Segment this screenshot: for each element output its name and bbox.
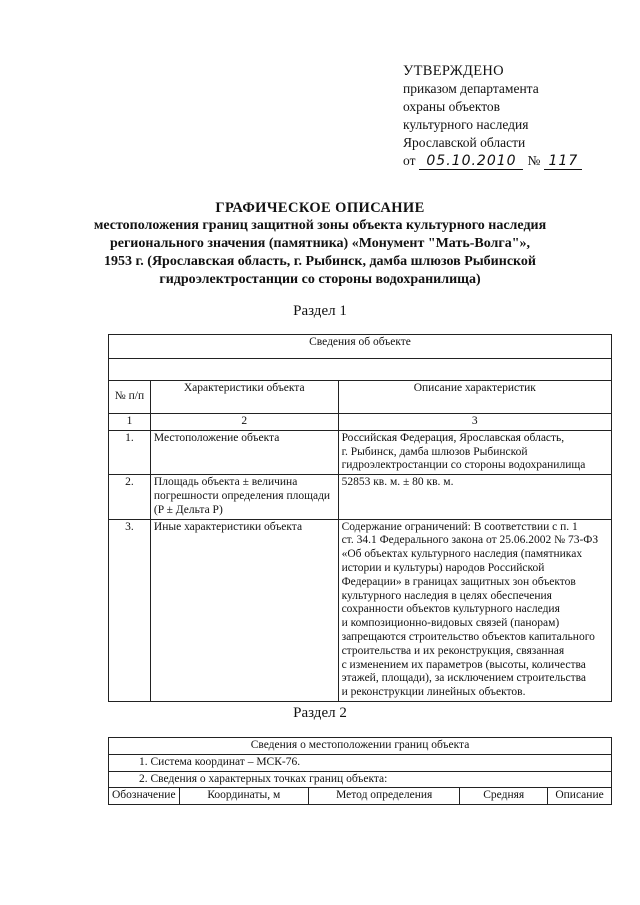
row-description (338, 430, 611, 474)
row-characteristic: Местоположение объекта (150, 430, 338, 474)
approval-date-row (403, 152, 623, 170)
column-header: Средняя (460, 788, 548, 805)
row-description (338, 475, 611, 519)
title-line: гидроэлектростанции со стороны водохранилища) (159, 272, 481, 287)
row-number: 1. (109, 430, 151, 474)
desc-line: истории и культуры) народов Российской (341, 561, 545, 574)
column-index: 2 (150, 414, 338, 431)
empty-row (109, 359, 612, 381)
desc-line: ст. 34.1 Федерального закона от 25.06.2002 № 73-ФЗ (341, 534, 599, 547)
desc-line: и реконструкции линейных объектов. (341, 686, 526, 699)
boundary-info-table (108, 737, 612, 805)
handwritten-date: 05.10.2010 (419, 153, 523, 170)
column-header-characteristic: Характеристики объекта (150, 381, 338, 414)
desc-line: «Об объектах культурного наследия (памятниках (341, 548, 583, 561)
table-row (109, 430, 612, 474)
section-2-label: Раздел 2 (293, 705, 347, 721)
number-label: № (527, 153, 541, 168)
desc-line: этажей, площади), за исключением строительства (341, 672, 587, 685)
column-index: 1 (109, 414, 151, 431)
table-row (109, 475, 612, 519)
document-title (90, 199, 550, 289)
row-number: 3. (109, 519, 151, 701)
row-description (338, 519, 611, 701)
desc-line: г. Рыбинск, дамба шлюзов Рыбинской (341, 445, 528, 458)
table-caption: Сведения о местоположении границ объекта (109, 738, 612, 755)
desc-line: строительства и их реконструкция, связанная (341, 644, 565, 657)
desc-line: с изменением их параметров (высоты, количества (341, 658, 586, 671)
desc-line: сохранности объектов культурного наследия (341, 603, 560, 616)
title-line: регионального значения (памятника) «Монумент "Мать-Волга"», (109, 236, 531, 251)
desc-line: Содержание ограничений: В соответствии с п. 1 (341, 520, 578, 533)
from-label: от (403, 153, 416, 168)
table-row (109, 519, 612, 701)
approval-line: охраны объектов (403, 99, 501, 114)
column-index: 3 (338, 414, 611, 431)
column-header: Описание (548, 788, 612, 805)
column-header-number: № п/п (109, 381, 151, 414)
column-header: Координаты, м (179, 788, 309, 805)
points-heading: 2. Сведения о характерных точках границ объекта: (109, 771, 612, 788)
object-info-table (108, 334, 612, 702)
row-characteristic: Площадь объекта ± величина погрешности определения площади (P ± Дельта P) (150, 475, 338, 519)
title-line: 1953 г. (Ярославская область, г. Рыбинск, дамба шлюзов Рыбинской (104, 254, 536, 269)
column-header: Обозначение (109, 788, 180, 805)
desc-line: запрещаются строительство объектов капитального (341, 630, 595, 643)
approval-line: культурного наследия (403, 117, 529, 132)
handwritten-number: 117 (544, 153, 582, 170)
desc-line: и композиционно-видовых связей (панорам) (341, 617, 560, 630)
desc-line: культурного наследия в целях обеспечения (341, 589, 552, 602)
row-number: 2. (109, 475, 151, 519)
column-header: Метод определения (309, 788, 460, 805)
coordinate-system: 1. Система координат – МСК-76. (109, 754, 612, 771)
approval-line: Ярославской области (403, 135, 526, 150)
approval-line: приказом департамента (403, 81, 539, 96)
desc-line: гидроэлектростанции со стороны водохранилища (341, 459, 586, 472)
section-1-label: Раздел 1 (293, 303, 347, 319)
table-caption: Сведения об объекте (109, 335, 612, 359)
title-line: местоположения границ защитной зоны объекта культурного наследия (93, 218, 547, 233)
row-characteristic: Иные характеристики объекта (150, 519, 338, 701)
column-header-description: Описание характеристик (338, 381, 611, 414)
approval-block (403, 62, 623, 170)
desc-line: Российская Федерация, Ярославская область, (341, 431, 565, 444)
desc-line: 52853 кв. м. ± 80 кв. м. (341, 476, 454, 489)
desc-line: Федерации» в границах защитных зон объектов (341, 575, 576, 588)
title-heading: ГРАФИЧЕСКОЕ ОПИСАНИЕ (215, 200, 425, 216)
approval-heading: УТВЕРЖДЕНО (403, 63, 504, 79)
